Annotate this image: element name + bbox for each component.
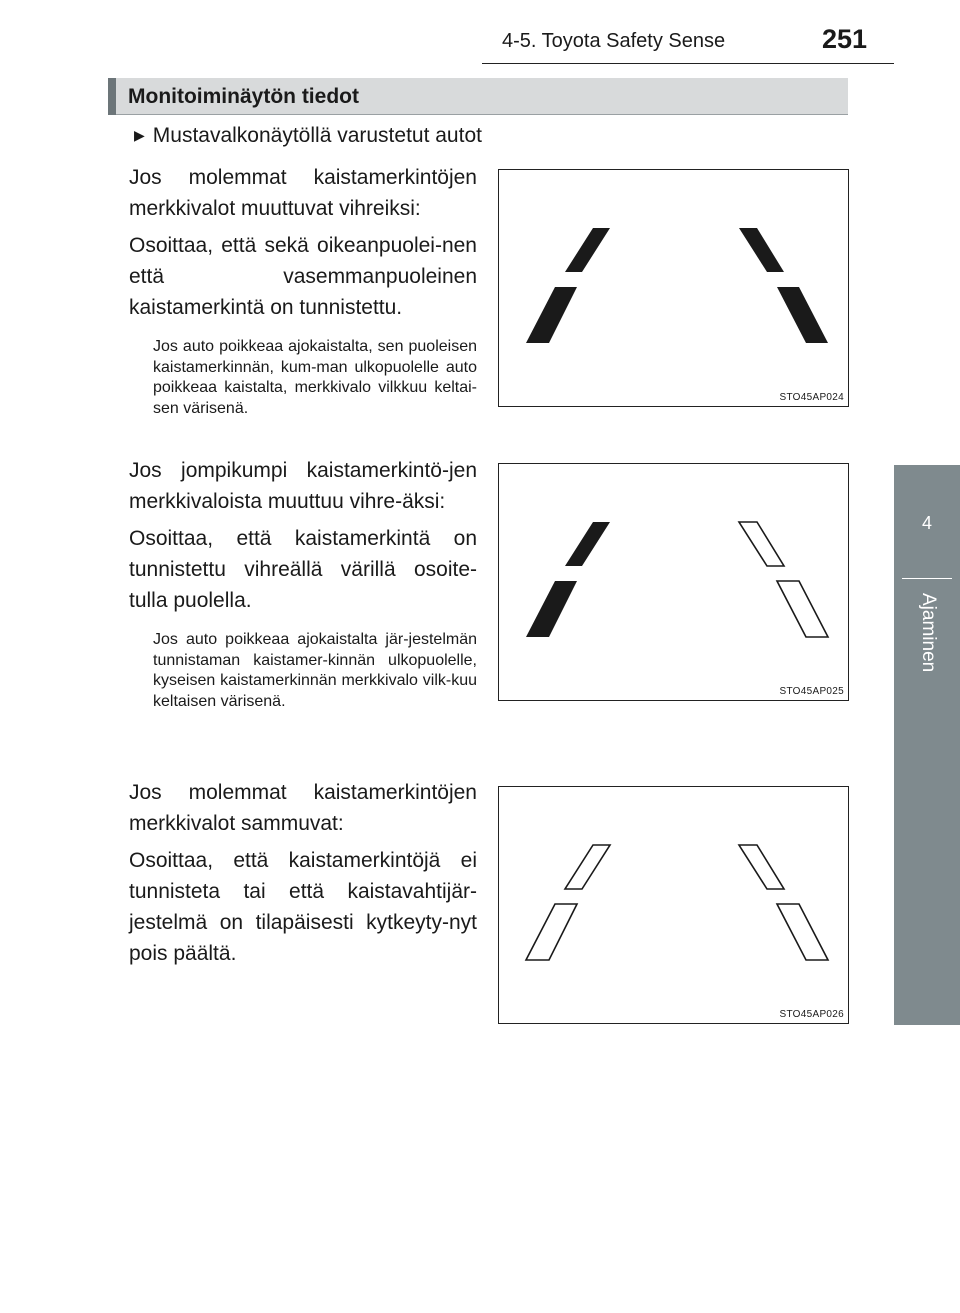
item-description: Osoittaa, että kaistamerkintä on tunnistettu vihreällä värillä osoite-tulla puolella. — [129, 527, 477, 612]
chapter-label: Ajaminen — [918, 593, 939, 673]
figure-lane-markers-both-on — [498, 169, 849, 407]
item-note: Jos auto poikkeaa ajokaistalta, sen puoleisen kaistamerkinnän, kum-man ulkopuolelle auto poikkeaa kaistalta, merkkivalo vilkkuu keltai-sen värisenä. — [153, 338, 477, 417]
left-lane-marker-segment-1 — [565, 845, 610, 889]
header-rule — [482, 63, 894, 64]
side-tab-divider — [902, 578, 952, 579]
left-lane-marker-segment-1 — [565, 228, 610, 272]
right-lane-marker-icon — [739, 522, 828, 637]
figure-code: STO45AP026 — [779, 1009, 844, 1020]
figure-code: STO45AP025 — [779, 686, 844, 697]
figure-lane-markers-one-on — [498, 463, 849, 701]
chapter-side-tab — [894, 465, 960, 1025]
right-lane-marker-segment-1 — [739, 845, 784, 889]
bullet-text: Mustavalkonäytöllä varustetut autot — [152, 124, 482, 147]
section-header — [108, 78, 848, 115]
item-condition: Jos molemmat kaistamerkintöjen merkkivalot muuttuvat vihreiksi: — [129, 166, 477, 220]
item-2-text — [129, 455, 477, 712]
left-lane-marker-icon — [526, 228, 610, 343]
bullet-heading — [134, 124, 734, 148]
right-lane-marker-segment-2 — [777, 581, 828, 637]
left-lane-marker-segment-2 — [526, 287, 577, 343]
right-lane-marker-icon — [739, 228, 828, 343]
item-1-text — [129, 162, 477, 419]
header-title: 4-5. Toyota Safety Sense — [502, 30, 726, 52]
right-lane-marker-icon — [739, 845, 828, 960]
right-lane-marker-segment-1 — [739, 522, 784, 566]
right-lane-marker-segment-1 — [739, 228, 784, 272]
section-title: Monitoiminäytön tiedot — [128, 85, 359, 108]
section-header-bar — [108, 78, 116, 115]
left-lane-marker-segment-2 — [526, 904, 577, 960]
item-description: Osoittaa, että kaistamerkintöjä ei tunnisteta tai että kaistavahtijär-jestelmä on tilapäisesti kytkeyty-nyt pois päältä. — [129, 849, 477, 965]
figure-lane-markers-both-off — [498, 786, 849, 1024]
left-lane-marker-icon — [526, 522, 610, 637]
item-3-text — [129, 777, 477, 969]
item-condition: Jos jompikumpi kaistamerkintö-jen merkkivaloista muuttuu vihre-äksi: — [129, 459, 477, 513]
item-note: Jos auto poikkeaa ajokaistalta jär-jestelmän tunnistaman kaistamer-kinnän ulkopuolelle, kyseisen kaistamerkinnän merkkivalo vilk-kuu keltaisen värisenä. — [153, 631, 477, 710]
chapter-number: 4 — [921, 513, 932, 533]
page-number: 251 — [822, 24, 868, 54]
left-lane-marker-segment-2 — [526, 581, 577, 637]
item-condition: Jos molemmat kaistamerkintöjen merkkivalot sammuvat: — [129, 781, 477, 835]
left-lane-marker-icon — [526, 845, 610, 960]
figure-code: STO45AP024 — [779, 392, 844, 403]
triangle-bullet-icon: ▶ — [134, 127, 145, 143]
item-description: Osoittaa, että sekä oikeanpuolei-nen että vasemmanpuoleinen kaistamerkintä on tunnistettu. — [129, 234, 477, 319]
right-lane-marker-segment-2 — [777, 287, 828, 343]
right-lane-marker-segment-2 — [777, 904, 828, 960]
left-lane-marker-segment-1 — [565, 522, 610, 566]
